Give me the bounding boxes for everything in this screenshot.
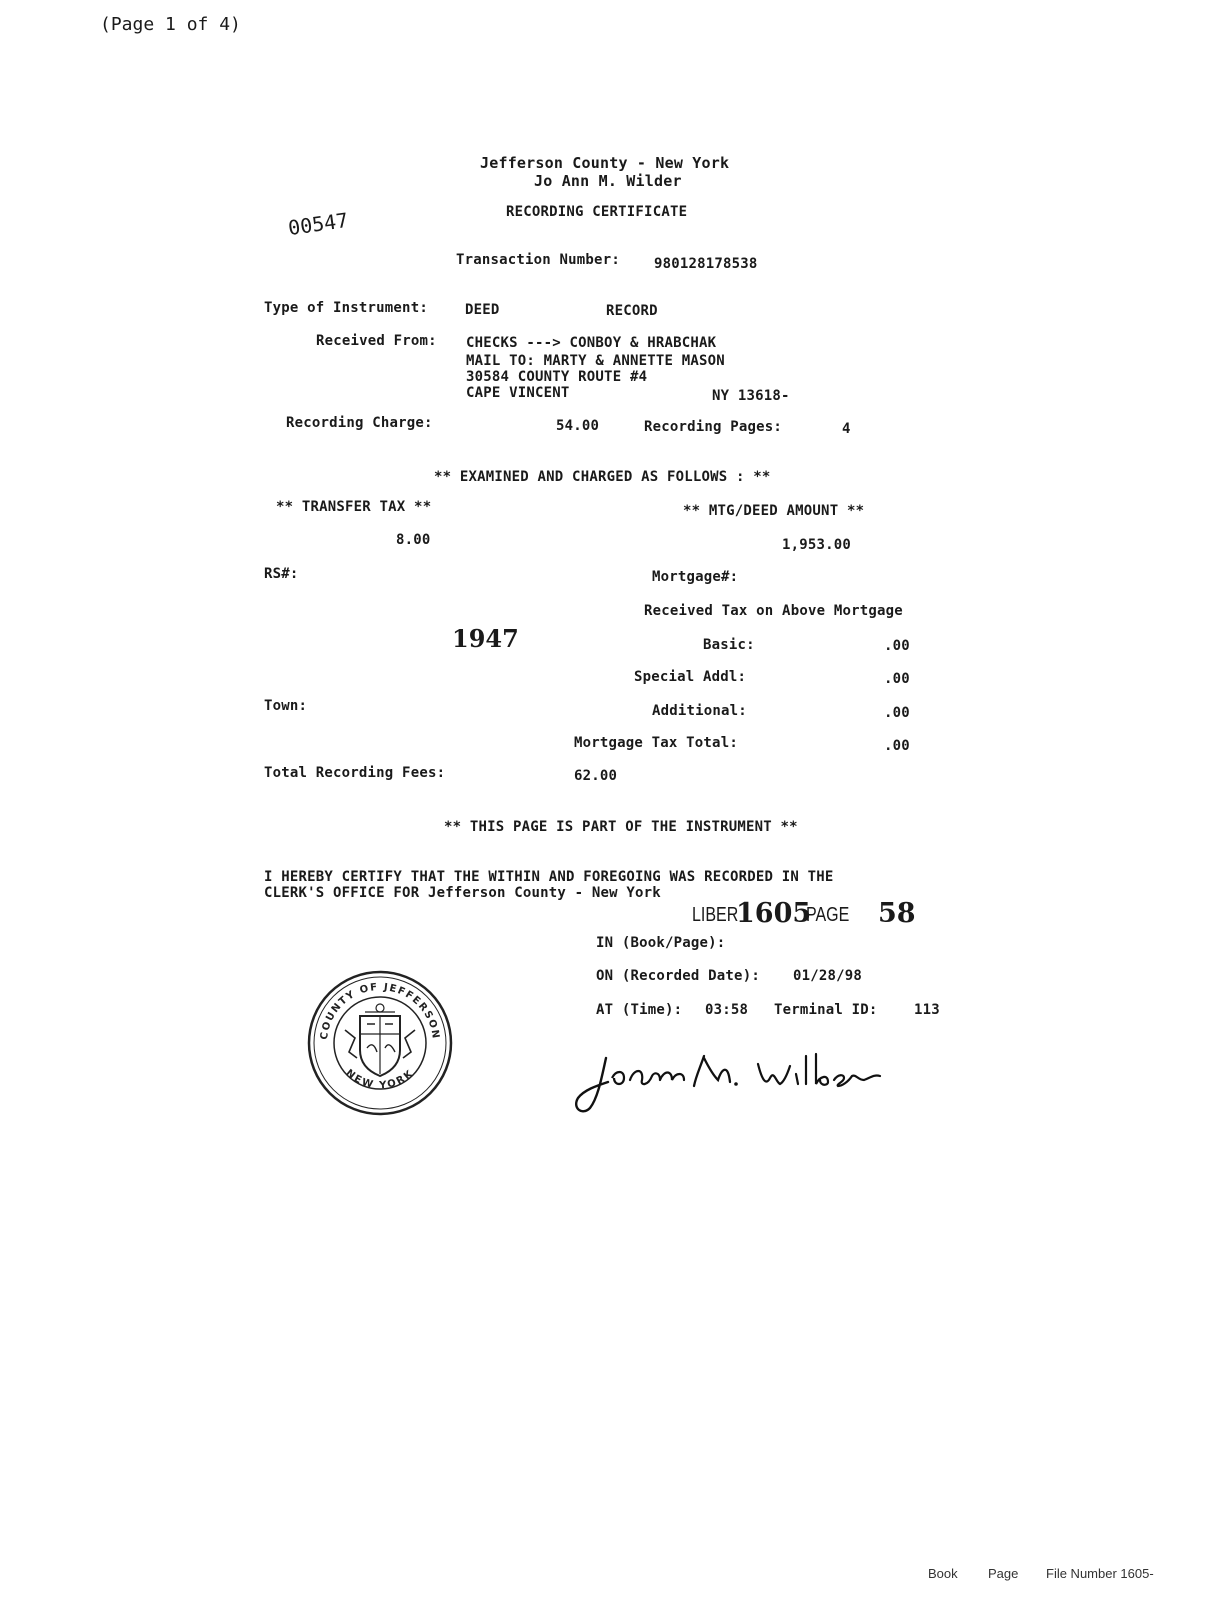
liber-number: 1605 [736, 898, 812, 929]
total-fees-value: 62.00 [574, 768, 618, 784]
recorded-date-label: ON (Recorded Date): [596, 968, 760, 984]
recording-charge-label: Recording Charge: [286, 415, 433, 431]
town-label: Town: [264, 698, 308, 714]
county-heading: Jefferson County - New York [480, 154, 730, 172]
signature-text: JoAnn M. Wilder [568, 1046, 578, 1047]
instrument-label: Type of Instrument: [264, 300, 428, 316]
tax-label-special: Special Addl: [634, 669, 747, 685]
transfer-tax-label: ** TRANSFER TAX ** [276, 499, 432, 515]
tax-value-basic: .00 [884, 638, 910, 654]
received-from-line: MAIL TO: MARTY & ANNETTE MASON [466, 353, 725, 369]
state-zip: NY 13618- [712, 388, 790, 404]
tax-label-basic: Basic: [703, 637, 755, 653]
instrument-type: DEED [465, 302, 500, 318]
svg-text:COUNTY OF JEFFERSON: COUNTY OF JEFFERSON [318, 981, 442, 1041]
liber-label: LIBER [692, 904, 739, 926]
received-from-line: 30584 COUNTY ROUTE #4 [466, 369, 648, 385]
part-note: ** THIS PAGE IS PART OF THE INSTRUMENT ** [444, 819, 798, 835]
clerk-signature [568, 1046, 898, 1118]
handwritten-number: 1947 [452, 624, 519, 653]
tax-value-total: .00 [884, 738, 910, 754]
transfer-tax-value: 8.00 [396, 532, 431, 548]
tax-label-additional: Additional: [652, 703, 747, 719]
received-from-line: CHECKS ---> CONBOY & HRABCHAK [466, 335, 717, 351]
received-from-line: CAPE VINCENT [466, 385, 570, 401]
svg-text:NEW YORK: NEW YORK [343, 1067, 417, 1092]
examined-note: ** EXAMINED AND CHARGED AS FOLLOWS : ** [434, 469, 771, 485]
stamp-number: 00547 [286, 207, 350, 241]
terminal-label: Terminal ID: [774, 1002, 878, 1018]
transaction-number: 980128178538 [654, 256, 758, 272]
instrument-action: RECORD [606, 303, 658, 319]
certify-line-1: I HEREBY CERTIFY THAT THE WITHIN AND FOREGOING WAS RECORDED IN THE [264, 869, 834, 885]
page-indicator: (Page 1 of 4) [100, 14, 241, 35]
recorded-date-value: 01/28/98 [793, 968, 863, 984]
footer-book: Book [928, 1566, 958, 1581]
page-label: PAGE [806, 904, 850, 926]
transaction-label: Transaction Number: [456, 252, 620, 268]
rs-label: RS#: [264, 566, 299, 582]
tax-value-additional: .00 [884, 705, 910, 721]
mtg-deed-value: 1,953.00 [782, 537, 852, 553]
recording-pages-label: Recording Pages: [644, 419, 783, 435]
recording-pages-value: 4 [842, 421, 851, 437]
time-label: AT (Time): [596, 1002, 683, 1018]
terminal-value: 113 [914, 1002, 940, 1018]
mortgage-label: Mortgage#: [652, 569, 739, 585]
county-seal [305, 968, 455, 1118]
time-value: 03:58 [705, 1002, 749, 1018]
total-fees-label: Total Recording Fees: [264, 765, 446, 781]
received-from-label: Received From: [316, 333, 437, 349]
tax-label-total: Mortgage Tax Total: [574, 735, 738, 751]
mtg-deed-label: ** MTG/DEED AMOUNT ** [683, 503, 865, 519]
clerk-name: Jo Ann M. Wilder [534, 172, 682, 190]
certificate-title: RECORDING CERTIFICATE [506, 204, 688, 220]
page-number: 58 [878, 898, 916, 929]
recording-charge-value: 54.00 [556, 418, 600, 434]
received-tax-label: Received Tax on Above Mortgage [644, 603, 903, 619]
book-page-label: IN (Book/Page): [596, 935, 726, 951]
tax-value-special: .00 [884, 671, 910, 687]
footer-file-number: File Number 1605- [1046, 1566, 1154, 1581]
footer-page: Page [988, 1566, 1019, 1581]
certify-line-2: CLERK'S OFFICE FOR Jefferson County - New York [264, 885, 661, 901]
